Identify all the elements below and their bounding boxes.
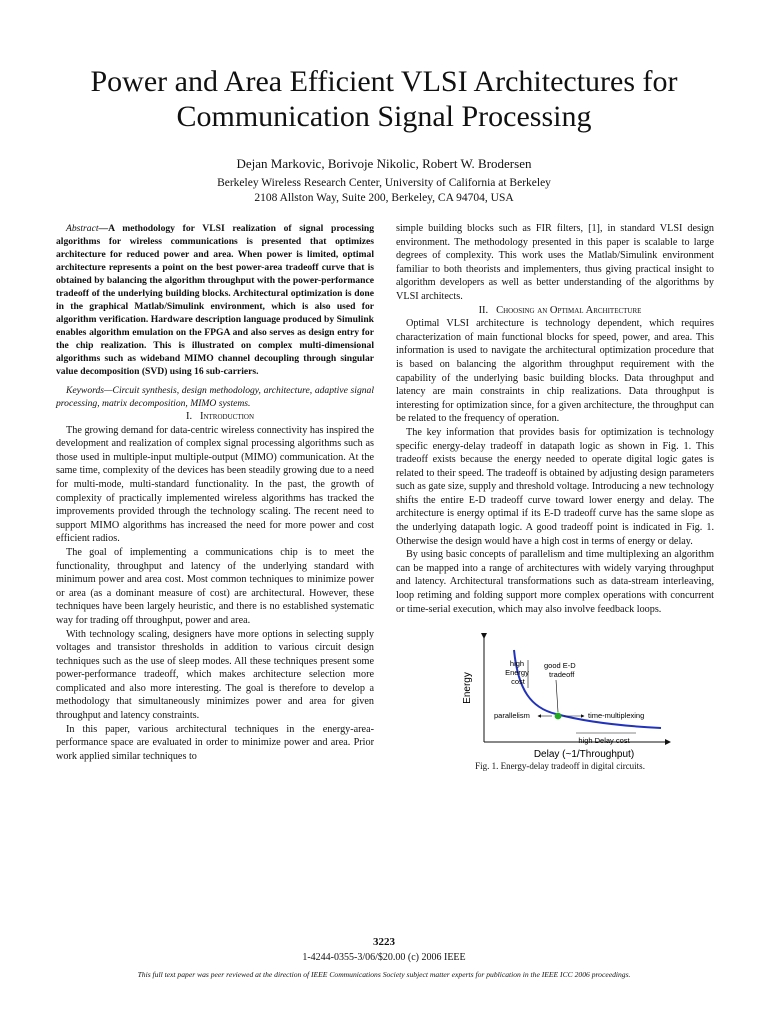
energy-delay-plot bbox=[396, 630, 714, 760]
paragraph: In this paper, various architectural techniques in the energy-area-performance space are evaluated in order to minimize power and area. Prior work applied similar techniques to bbox=[56, 723, 374, 762]
paper-title bbox=[0, 64, 768, 134]
abstract bbox=[56, 222, 374, 378]
good-tradeoff-label: good E-D tradeoff bbox=[544, 661, 576, 680]
publication-id: 1-4244-0355-3/06/$20.00 (c) 2006 IEEE bbox=[302, 952, 466, 963]
timemux-label: time-multiplexing bbox=[588, 711, 645, 721]
paragraph: Optimal VLSI architecture is technology dependent, which requires characterization of main functional blocks for speed, power, and area. This information is used to navigate the architectural optimization procedure that is based on balancing the algorithm throughput requirement with the capability of the underlying basic building blocks. Data throughput and latency are main constraints in chip realizations. Data throughput is interesting for optimization since, for a given architecture, the throughput can be related to the frequency of operation. bbox=[396, 318, 714, 425]
address: 2108 Allston Way, Suite 200, Berkeley, CA 94704, USA bbox=[254, 192, 514, 204]
paragraph: The growing demand for data-centric wireless connectivity has inspired the development and realization of complex signal processing algorithms such as those used in multiple-input multiple-output (MIMO) communication. At the same time, complexity of the devices has been steadily growing due to a need for multi-mode, multi-standard functionality. In the past, the growth of complexity of practically implemented wireless algorithms has tracked the improvements provided through the technology scaling. The recent need to support MIMO algorithms has increased the need for more power and cost efficient radios. bbox=[56, 424, 374, 545]
page-number: 3223 bbox=[373, 936, 395, 948]
x-axis-label: Delay (~1/Throughput) bbox=[533, 749, 635, 761]
section-number: I. bbox=[185, 411, 193, 422]
high-delay-label: high Delay cost bbox=[578, 736, 630, 746]
good-tradeoff-leader bbox=[556, 680, 558, 712]
section-heading-1 bbox=[56, 410, 374, 424]
affiliation: Berkeley Wireless Research Center, University of California at Berkeley bbox=[217, 177, 551, 189]
section-heading-2 bbox=[396, 304, 714, 318]
section-number: II. bbox=[478, 304, 489, 316]
keywords-text: —Circuit synthesis, design methodology, architecture, adaptive signal processing, matrix decomposition, MIMO systems. bbox=[56, 385, 374, 409]
y-axis-label: Energy bbox=[462, 672, 473, 705]
good-tradeoff-point bbox=[555, 713, 562, 720]
section-title: Choosing an Optimal Architecture bbox=[496, 304, 642, 316]
abstract-label: Abstract bbox=[66, 223, 99, 234]
keywords-label: Keywords bbox=[66, 385, 105, 396]
keywords bbox=[56, 384, 374, 410]
title-line-2: Communication Signal Processing bbox=[176, 100, 592, 133]
paragraph: The key information that provides basis for optimization is technology specific energy-delay tradeoff in datapath logic as shown in Fig. 1. This tradeoff exists because the energy needed to operate digital logic gates is related to their speed. The tradeoff is obtained by adjusting design parameters such as gate size, supply and threshold voltage. Introducing a new technology shifts the entire E-D tradeoff curve toward lower energy and delay. The architecture is energy optimal if its E-D tradeoff curve has the same slope as the underlying datapath logic. A good tradeoff point is indicated in Fig. 1. Otherwise the design would have a high cost in terms of energy or delay. bbox=[396, 426, 714, 547]
figure-1 bbox=[396, 630, 714, 760]
title-line-1: Power and Area Efficient VLSI Architectures for bbox=[90, 65, 678, 98]
paragraph: With technology scaling, designers have more options in selecting supply voltages and transistor thresholds in addition to various circuit design techniques such as the use of sleep modes. All these techniques present some power-performance tradeoff, which makes architecture selection more complicated and also more interesting. The goal is therefore to develop a methodology that simultaneously minimizes power and area for given throughput and latency constraints. bbox=[56, 628, 374, 722]
authors: Dejan Markovic, Borivoje Nikolic, Robert W. Brodersen bbox=[236, 156, 532, 171]
high-energy-label: high Energy cost bbox=[505, 659, 529, 687]
left-column bbox=[56, 222, 374, 763]
paragraph: simple building blocks such as FIR filters, [1], in standard VLSI design environment. The methodology presented in this paper is scalable to large degrees of complexity. This work uses the Matlab/Simulink environment familiar to both theorists and implementers, thus giving practical insight to algorithm developers as well as better understanding of the algorithms by VLSI architects. bbox=[396, 223, 714, 302]
parallelism-label: parallelism bbox=[494, 711, 530, 721]
figure-caption: Fig. 1. Energy-delay tradeoff in digital circuits. bbox=[475, 761, 645, 772]
paragraph: By using basic concepts of parallelism and time multiplexing an algorithm can be mapped into a range of architectures with widely varying throughput and latency. Architectural transformations such as data-stream interleaving, loop retiming and folding support more complex operations with concurrent or time-serial execution, which may also involve feedback loops. bbox=[396, 549, 714, 615]
right-column bbox=[396, 222, 714, 774]
section-title: Introduction bbox=[199, 411, 255, 422]
abstract-text: —A methodology for VLSI realization of signal processing algorithms for wireless communications is presented that optimizes architecture for reduced power and area. When power is limited, optimal architecture represents a point on the best power-area tradeoff curve that is obtained by balancing the algorithm throughput with the power-performance tradeoff of the underlying building blocks. Architectural optimization is done in the graphical Matlab/Simulink environment, which is also used for algorithm verification. Hardware description language produced by Simulink enables algorithm emulation on the FPGA and also serves as design entry for the chip realization. This is illustrated on complex multi-dimensional algorithms such as wideband MIMO channel decoupling through singular value decomposition (SVD) using 16 sub-carriers. bbox=[56, 223, 374, 377]
paragraph: The goal of implementing a communications chip is to meet the functionality, throughput and latency of the underlying standard with minimum power and area cost. Most common techniques to minimize power or area (as a dominant measure of cost) are architectural. However, these techniques have been largely heuristic, and there is no established systematic way for trading off throughput, power and area. bbox=[56, 546, 374, 626]
footer-note: This full text paper was peer reviewed at the direction of IEEE Communications Society subject matter experts for publication in the IEEE ICC 2006 proceedings. bbox=[137, 970, 631, 979]
